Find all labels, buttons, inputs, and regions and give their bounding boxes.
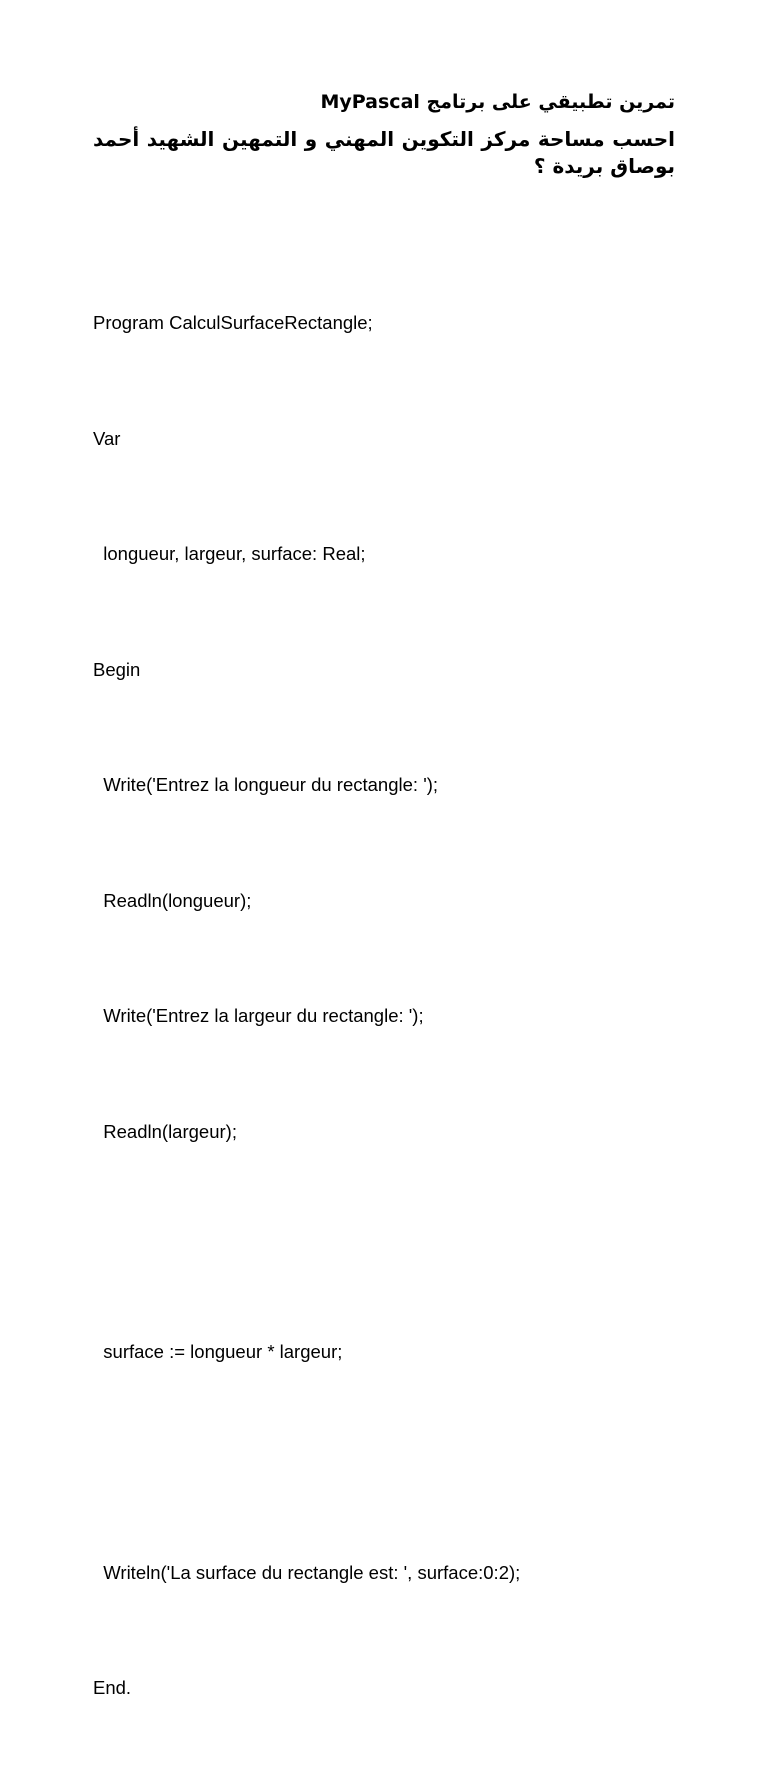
code-line: Var xyxy=(93,427,121,449)
exercise-question: احسب مساحة مركز التكوين المهني و التمهين الشهيد أحمد بوصاق بريدة ؟ xyxy=(93,127,675,178)
code-line: Readln(largeur); xyxy=(93,1120,237,1142)
code-line: Program CalculSurfaceRectangle; xyxy=(93,312,373,333)
code-line: Writeln('La surface du rectangle est: ', surface:0:2); xyxy=(93,1561,521,1583)
code-line: End. xyxy=(93,1677,132,1698)
code-line: Write('Entrez la largeur du rectangle: '); xyxy=(93,1005,424,1026)
exercise-title xyxy=(93,88,675,116)
code-line: surface := longueur * largeur; xyxy=(93,1341,343,1362)
exercise-title-text: تمرين تطبيقي على برتامج xyxy=(426,91,675,113)
code-line: Readln(longueur); xyxy=(93,889,252,911)
code-blank-line xyxy=(93,1449,693,1477)
code-blank-line xyxy=(93,1228,693,1256)
code-line: longueur, largeur, surface: Real; xyxy=(93,543,366,564)
code-line: Begin xyxy=(93,658,141,680)
code-line: Write('Entrez la longueur du rectangle: '); xyxy=(93,774,439,795)
pascal-code-block xyxy=(93,227,693,1785)
program-name: MyPascal xyxy=(320,91,420,113)
